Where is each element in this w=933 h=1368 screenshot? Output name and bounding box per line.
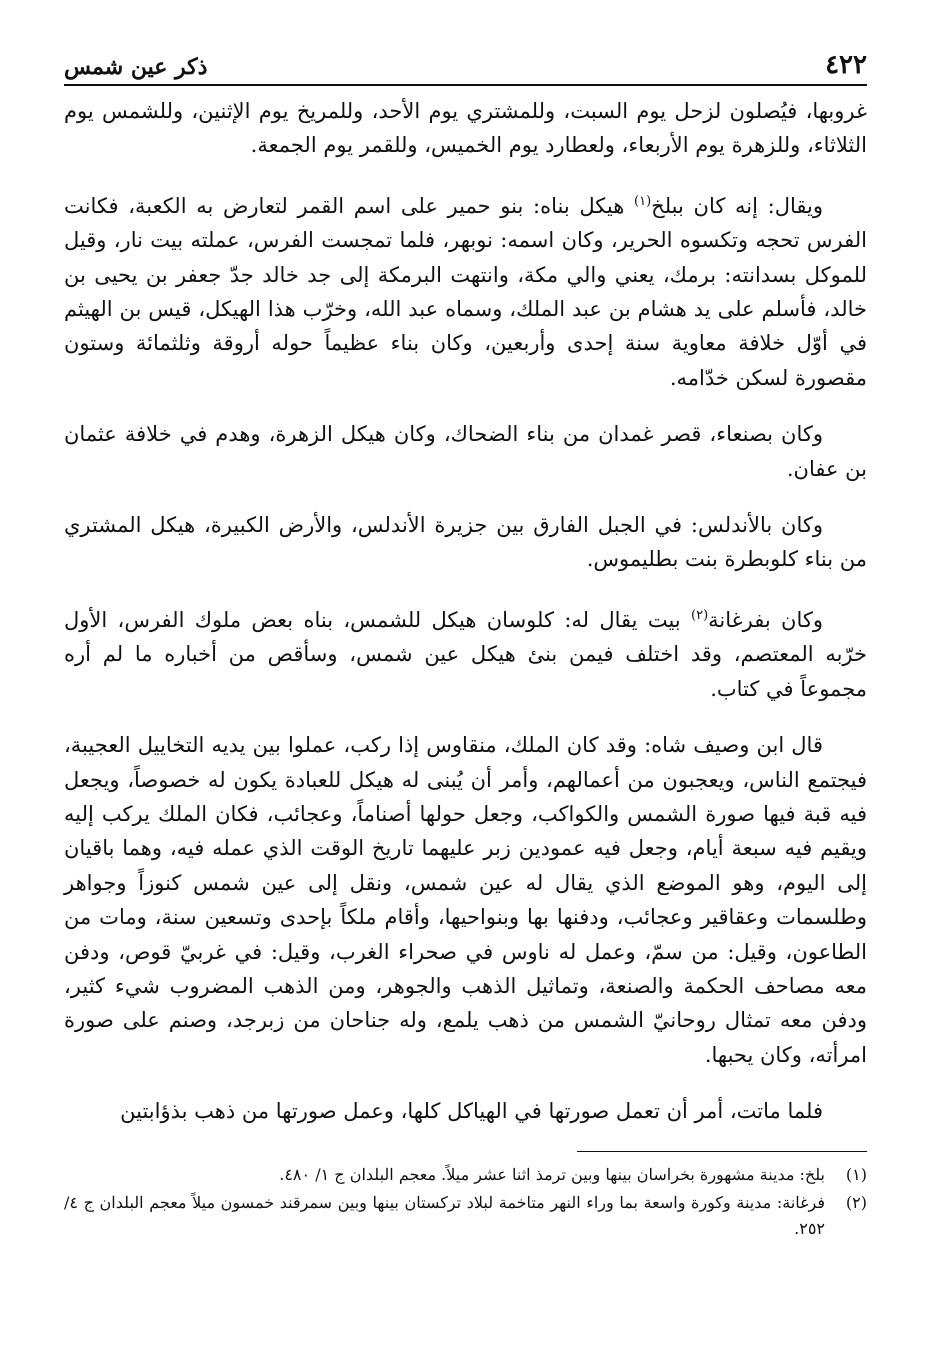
paragraph-1: غروبها، فيُصلون لزحل يوم السبت، وللمشتري يوم الأحد، وللمريخ يوم الإثنين، وللشمس يوم الثلاثاء، وللزهرة يوم الأربعاء، ولعطارد يوم الخميس، وللقمر يوم الجمعة. (64, 99, 867, 158)
footnote-text: بلخ: مدينة مشهورة بخراسان بينها وبين ترمذ اثنا عشر ميلاً. معجم البلدان ج ١/ ٤٨٠. (279, 1164, 825, 1184)
paragraph-5-text: بيت يقال له: كلوسان هيكل للشمس، بناه بعض ملوك الفرس، الأول خرّبه المعتصم، وقد اختلف فيمن بنئ هيكل عين شمس، وسأقص من أخباره ما لم أره مجموعاً في كتاب. (64, 607, 867, 701)
main-text (64, 94, 867, 1129)
footnote-marker-1: (١) (634, 193, 652, 209)
paragraph-2 (64, 185, 867, 395)
footnote-number: (١) (845, 1164, 867, 1184)
footnote-1 (64, 1162, 867, 1188)
paragraph-4: وكان بالأندلس: في الجبل الفارق بين جزيرة الأندلس، والأرض الكبيرة، هيكل المشتري من بناء كلوبطرة بنت بطليموس. (64, 513, 867, 572)
paragraph-2-lead: ويقال: إنه كان ببلخ (651, 193, 824, 218)
footnote-divider (577, 1151, 867, 1152)
footnote-text: فرغانة: مدينة وكورة واسعة بما وراء النهر متاخمة لبلاد تركستان بينها وبين سمرقند خمسون ميلاً معجم البلدان ج ٤/ ٢٥٢. (64, 1192, 825, 1238)
paragraph-2-text: هيكل بناه: بنو حمير على اسم القمر لتعارض به الكعبة، فكانت الفرس تحجه وتكسوه الحرير، وكان اسمه: نوبهر، فلما تمجست الفرس، عملته بيت نار، وقيل للموكل بسدانته: برمك، يعني والي مكة، وانتهت البرمكة إلى جد خالد جدّ جعفر بن يحيى بن خالد، فأسلم على يد هشام بن عبد الملك، وسماه عبد الله، وخرّب هذا الهيكل، قيس بن الهيثم في أوّل خلافة معاوية سنة إحدى وأربعين، وكان بناء عظيماً حوله أروقة وثلثمائة وستون مقصورة لسكن خدّامه. (64, 193, 867, 390)
page-number: ٤٢٢ (825, 50, 867, 80)
paragraph-6: قال ابن وصيف شاه: وقد كان الملك، منقاوس إذا ركب، عملوا بين يديه التخاييل العجيبة، فيجتمع الناس، ويعجبون من أعمالهم، وأمر أن يُبنى له هيكل للعبادة يكون له خصوصاً، ويجعل فيه قبة فيها صورة الشمس والكواكب، وجعل حولها أصناماً، وعجائب، فكان الملك يركب إليه ويقيم فيه سبعة أيام، وجعل فيه عمودين زبر عليهما تاريخ الوقت الذي عمله فيه، وهما باقيان إلى اليوم، وهو الموضع الذي يقال له عين شمس، ونقل إلى عين شمس كنوزاً وجواهر وطلسمات وعقاقير وعجائب، ودفنها بها وبنواحيها، وأقام ملكاً بإحدى وتسعين سنة، ومات من الطاعون، وقيل: من سمّ، وعمل له ناوس في صحراء الغرب، وقيل: في غربيّ قوص، ودفن معه مصاحف الحكمة والصنعة، وتماثيل الذهب والجوهر، ومن الذهب المضروب شيء كثير، ودفن معه تمثال روحانيّ الشمس من ذهب يلمع، وله جناحان من زبرجد، وصنم على صورة امرأته، وكان يحبها. (64, 733, 867, 1067)
paragraph-5 (64, 599, 867, 706)
page-header (64, 42, 867, 86)
paragraph-5-lead: وكان بفرغانة (708, 607, 823, 632)
running-title: ذكر عين شمس (64, 54, 208, 80)
paragraph-7: فلما ماتت، أمر أن تعمل صورتها في الهياكل كلها، وعمل صورتها من ذهب بذؤابتين (120, 1099, 823, 1124)
footnotes (64, 1162, 867, 1242)
footnote-2 (64, 1190, 867, 1242)
footnote-number: (٢) (845, 1192, 867, 1212)
footnote-marker-2: (٢) (691, 607, 709, 623)
paragraph-3: وكان بصنعاء، قصر غمدان من بناء الضحاك، وكان هيكل الزهرة، وهدم في خلافة عثمان بن عفان. (64, 422, 867, 481)
